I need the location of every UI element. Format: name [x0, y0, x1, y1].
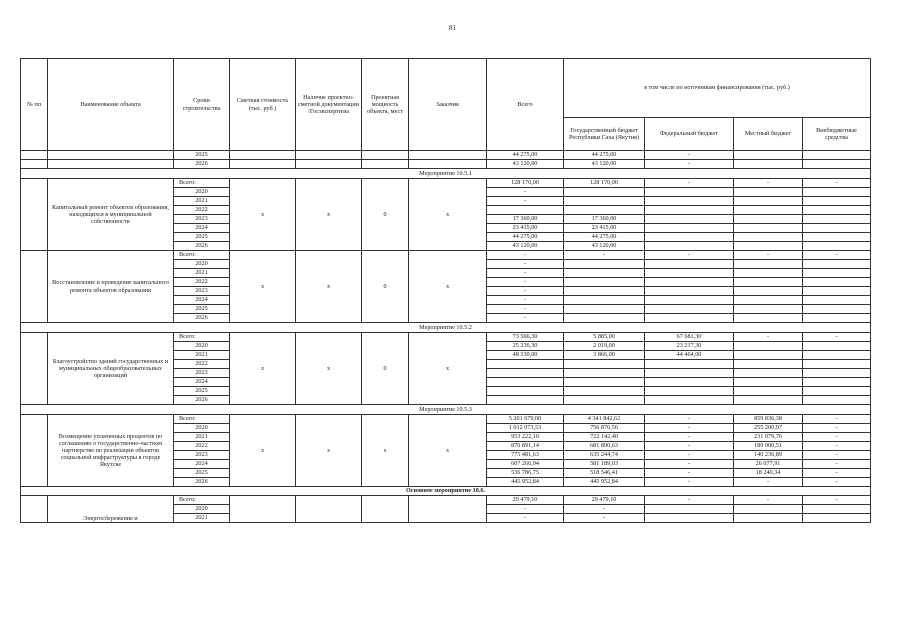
col-capacity: Проектная мощность объекта, мест: [362, 59, 409, 151]
table-row: 2020 - -: [21, 505, 871, 514]
object-name: Энергосбережение и: [48, 496, 174, 523]
col-name: Наименование объекта: [48, 59, 174, 151]
table-row: 2025: [21, 387, 871, 396]
section-title: Мероприятие 10.5.3: [21, 405, 871, 415]
section-title: Мероприятие 10.5.1: [21, 169, 871, 179]
table-row: 2026 43 120,00 43 120,00 -: [21, 160, 871, 169]
table-row: 2026 43 120,00 43 120,00: [21, 242, 871, 251]
object-name: Капитальный ремонт объектов образования, находящихся в муниципальной собственности: [48, 179, 174, 251]
main-section-title: Основное мероприятие 10.6.: [21, 487, 871, 496]
section-row: [21, 405, 871, 415]
table-row: 2023 17 360,00 17 360,00: [21, 215, 871, 224]
col-docs: Наличие проектно-сметной документации /Госэкспертизы: [296, 59, 362, 151]
page-number: 81: [449, 24, 456, 32]
table-row: 2022: [21, 206, 871, 215]
table-row: 2025 536 786,75 518 546,41 - 18 240,34 -: [21, 469, 871, 478]
object-name: Благоустройство зданий государственных и муниципальных общеобразовательных организаций: [48, 333, 174, 405]
section-title: Мероприятие 10.5.2: [21, 323, 871, 333]
table-row: 2023: [21, 369, 871, 378]
table-row: 2020 -: [21, 260, 871, 269]
table-row: 2021 953 222,16 722 142,40 - 231 079,76 -: [21, 433, 871, 442]
col-num: № пп: [21, 59, 48, 151]
object-name: Возмещение уплаченных процентов по соглашению о государственно-частном партнерстве по реализации объектов социальной инфраструктуры в городе Якутске: [48, 415, 174, 487]
table-row: 2021 -: [21, 197, 871, 206]
table-row: 2021 -: [21, 269, 871, 278]
col-sources: в том числе по источникам финансирования (тыс. руб.): [564, 59, 871, 118]
col-cost: Сметная стоимость (тыс. руб.): [230, 59, 296, 151]
table-row: Энергосбережение и Всего: 29 479,10 29 479,10 - - -: [21, 496, 871, 505]
section-row: [21, 487, 871, 496]
financing-table: [20, 58, 871, 523]
table-row: 2024 -: [21, 296, 871, 305]
section-row: [21, 323, 871, 333]
table-row: 2025 44 275,00 44 275,00: [21, 233, 871, 242]
table-row: 2022: [21, 360, 871, 369]
table-row: 2026 -: [21, 314, 871, 323]
col-federal-budget: Федеральный бюджет: [645, 118, 734, 151]
table-row: 2026 445 952,84 445 952,84 - - -: [21, 478, 871, 487]
table-row: 2025 -: [21, 305, 871, 314]
col-extra-budget: Внебюджетные средства: [803, 118, 871, 151]
table-row: 2024: [21, 378, 871, 387]
col-state-budget: Государственный бюджет Республики Саха (Якутия): [564, 118, 645, 151]
table-row: 2020 1 012 073,53 756 876,56 - 255 200,97 -: [21, 424, 871, 433]
col-customer: Заказчик: [409, 59, 487, 151]
col-local-budget: Местный бюджет: [734, 118, 803, 151]
table-row: 2025 44 275,00 44 275,00 -: [21, 151, 871, 160]
table-body: [21, 151, 871, 523]
table-row: 2021 48 330,00 3 866,00 44 464,00: [21, 351, 871, 360]
table-row: 2023 775 481,63 635 244,74 - 140 236,89 -: [21, 451, 871, 460]
table-row: 2022 -: [21, 278, 871, 287]
table-row: 2020 -: [21, 188, 871, 197]
table-header: [21, 59, 871, 151]
table-row: 2024 607 266,94 581 189,03 - 26 077,91 -: [21, 460, 871, 469]
table-row: Благоустройство зданий государственных и муниципальных общеобразовательных организаций Всего: x x 0 x 73 566,30 5 885,00 67 681,30 - -: [21, 333, 871, 342]
section-row: [21, 169, 871, 179]
table-row: 2022 870 891,14 681 890,63 - 189 000,51 -: [21, 442, 871, 451]
col-total: Всего: [487, 59, 564, 151]
table-row: 2023 -: [21, 287, 871, 296]
table-row: Возмещение уплаченных процентов по соглашению о государственно-частном партнерстве по реализации объектов социальной инфраструктуры в городе Якутске Всего: x x x x 5 201 679,00 4 341 842,62 - 859 836,38 -: [21, 415, 871, 424]
table-row: 2021 - -: [21, 514, 871, 523]
table-row: 2026: [21, 396, 871, 405]
table-row: 2024 23 415,00 23 415,00: [21, 224, 871, 233]
table-row: Восстановление и проведение капитального ремонта объектов образования Всего: x x 0 x - - - - -: [21, 251, 871, 260]
col-terms: Сроки строительства: [174, 59, 230, 151]
object-name: Восстановление и проведение капитального ремонта объектов образования: [48, 251, 174, 323]
table-row: Капитальный ремонт объектов образования, находящихся в муниципальной собственности Всего: x x 0 x 128 170,00 128 170,00 - - -: [21, 179, 871, 188]
table-row: 2020 25 236,30 2 019,00 23 217,30: [21, 342, 871, 351]
